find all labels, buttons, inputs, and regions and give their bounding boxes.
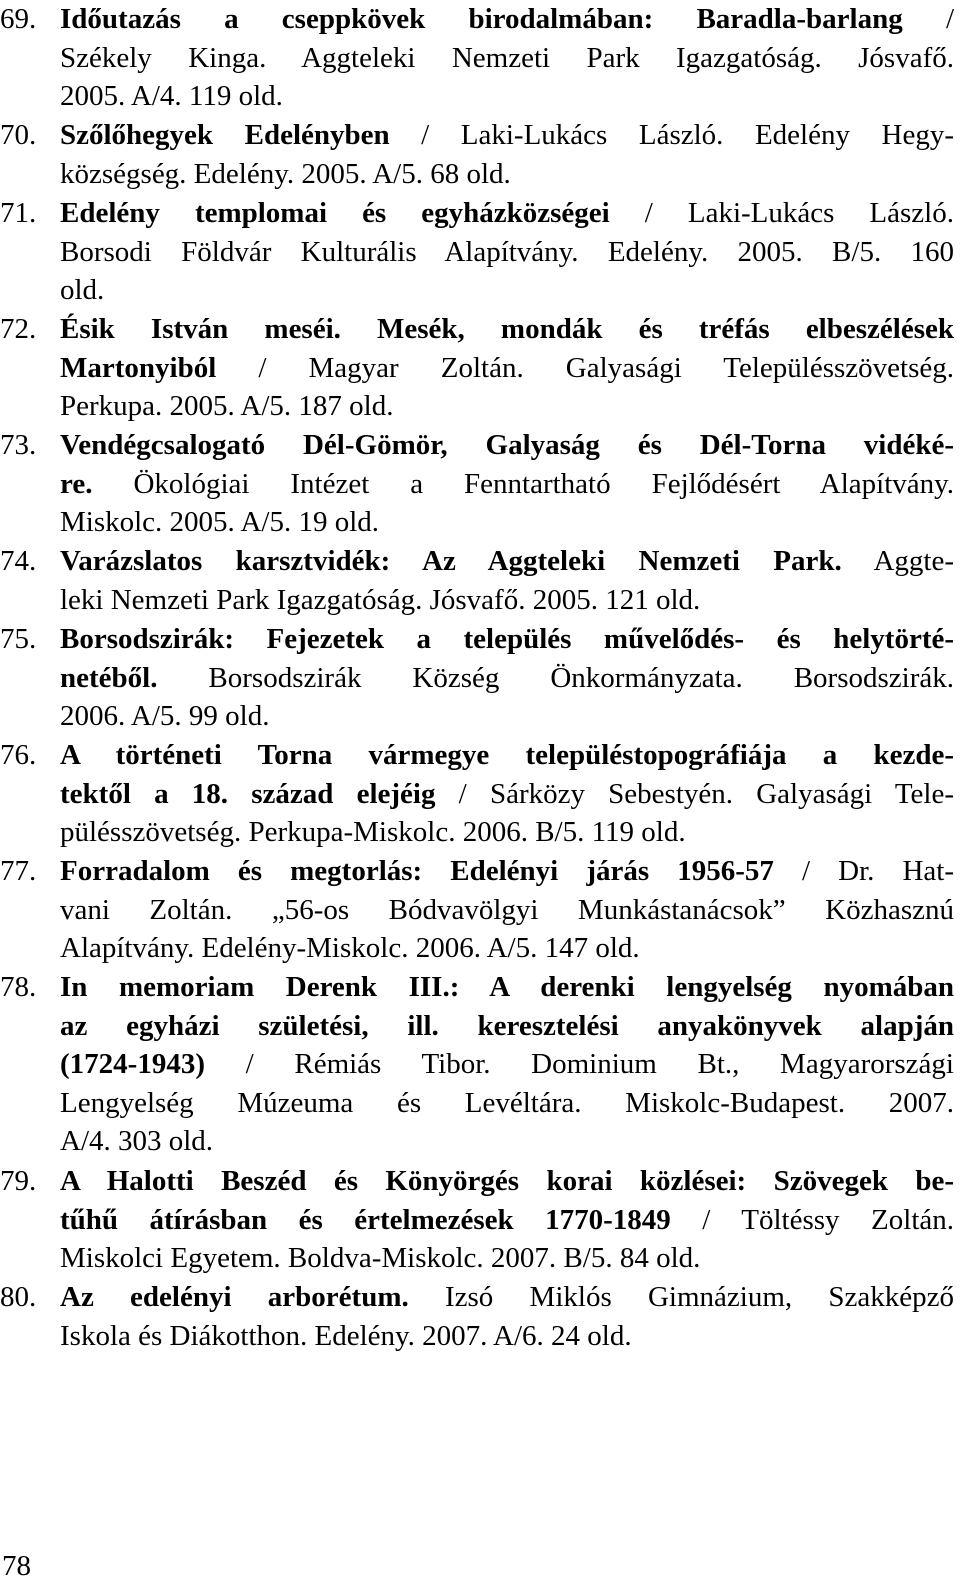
entry-text-segment: Miskolc. 2005. A/5. 19 old. bbox=[60, 506, 380, 538]
entry-line bbox=[60, 929, 954, 967]
entry-number: 69. bbox=[0, 3, 37, 35]
entry-text-segment: Perkupa. 2005. A/5. 187 old. bbox=[60, 390, 394, 422]
entry-number: 71. bbox=[0, 197, 37, 229]
entry-line bbox=[60, 1201, 954, 1239]
entry-line bbox=[60, 697, 954, 735]
entry-line bbox=[60, 775, 954, 813]
entry-line bbox=[60, 1045, 954, 1083]
entry-title-segment: netéből. bbox=[60, 661, 158, 694]
entry-line bbox=[60, 77, 954, 115]
entry-line bbox=[60, 1084, 954, 1122]
entry-title-segment: Ésik István meséi. Mesék, mondák és tréfás elbeszélések bbox=[60, 313, 954, 345]
entry-line bbox=[60, 39, 954, 77]
entry-number: 73. bbox=[0, 429, 37, 461]
entry-text-segment: 2005. A/4. 119 old. bbox=[60, 80, 283, 112]
entry-line bbox=[60, 736, 954, 774]
entry-title-segment: Martonyiból bbox=[60, 351, 217, 384]
entry-line bbox=[60, 116, 954, 154]
entry-title-segment: tűhű átírásban és értelmezések 1770-1849 bbox=[60, 1203, 671, 1236]
entry-text-segment: Borsodi Földvár Kulturális Alapítvány. Edelény. 2005. B/5. 160 bbox=[60, 235, 954, 268]
entry-text-segment: Lengyelség Múzeuma és Levéltára. Miskolc-Budapest. 2007. bbox=[60, 1086, 954, 1119]
entry-text-segment: / Töltéssy Zoltán. bbox=[670, 1203, 954, 1236]
page-number: 78 bbox=[2, 1550, 31, 1582]
entry-title-segment: Szőlőhegyek Edelényben bbox=[60, 119, 390, 151]
entry-line bbox=[60, 155, 954, 193]
entry-line bbox=[60, 581, 954, 619]
entry-title-segment: Edelény templomai és egyházközségei bbox=[60, 197, 610, 229]
entry-line bbox=[60, 387, 954, 425]
entry-text-segment: old. bbox=[60, 274, 105, 306]
entry-text-segment: Aggte- bbox=[841, 545, 954, 577]
entry-title-segment: az egyházi születési, ill. keresztelési anyakönyvek alapján bbox=[60, 1009, 954, 1042]
entry-line bbox=[60, 465, 954, 503]
entry-line bbox=[60, 813, 954, 851]
entry-number: 77. bbox=[0, 855, 37, 887]
entry-text-segment: Iskola és Diákotthon. Edelény. 2007. A/6. 24 old. bbox=[60, 1319, 632, 1352]
entry-text-segment: / Laki-Lukács László. Edelény Hegy- bbox=[389, 119, 954, 151]
entry-text-segment: Borsodszirák Község Önkormányzata. Borsodszirák. bbox=[157, 661, 954, 694]
entry-title-segment: Időutazás a cseppkövek birodalmában: Baradla-barlang bbox=[60, 3, 903, 35]
entry-text-segment: Alapítvány. Edelény-Miskolc. 2006. A/5. 147 old. bbox=[60, 932, 640, 964]
entry-text-segment: Székely Kinga. Aggteleki Nemzeti Park Igazgatóság. Jósvafő. bbox=[60, 41, 954, 74]
entry-line bbox=[60, 233, 954, 271]
entry-number: 80. bbox=[0, 1281, 37, 1313]
entry-title-segment: Vendégcsalogató Dél-Gömör, Galyaság és Dél-Torna vidéké- bbox=[60, 429, 954, 461]
entry-text-segment: Miskolci Egyetem. Boldva-Miskolc. 2007. B/5. 84 old. bbox=[60, 1242, 701, 1274]
entry-number: 70. bbox=[0, 119, 37, 151]
entry-line bbox=[60, 659, 954, 697]
entry-text-segment: A/4. 303 old. bbox=[60, 1125, 214, 1157]
entry-text-segment: / bbox=[902, 3, 954, 35]
entry-number: 72. bbox=[0, 313, 37, 345]
entry-text-segment: pülésszövetség. Perkupa-Miskolc. 2006. B/5. 119 old. bbox=[60, 816, 686, 848]
entry-line bbox=[60, 620, 954, 658]
entry-line bbox=[60, 194, 954, 232]
entry-title-segment: In memoriam Derenk III.: A derenki lengyelség nyomában bbox=[60, 971, 954, 1003]
entry-text-segment: 2006. A/5. 99 old. bbox=[60, 700, 270, 732]
entry-line bbox=[60, 349, 954, 387]
entry-number: 78. bbox=[0, 971, 37, 1003]
entry-line bbox=[60, 542, 954, 580]
entry-line bbox=[60, 1162, 954, 1200]
entry-number: 75. bbox=[0, 623, 37, 655]
entry-line bbox=[60, 1122, 954, 1160]
entry-line bbox=[60, 503, 954, 541]
entry-line bbox=[60, 426, 954, 464]
entry-title-segment: Varázslatos karsztvidék: Az Aggteleki Nemzeti Park. bbox=[60, 545, 842, 577]
entry-line bbox=[60, 968, 954, 1006]
entry-text-segment: vani Zoltán. „56-os Bódvavölgyi Munkástanácsok” Közhasznú bbox=[60, 893, 954, 926]
entry-line bbox=[60, 271, 954, 309]
entry-title-segment: tektől a 18. század elejéig bbox=[60, 777, 436, 810]
entry-text-segment: Izsó Miklós Gimnázium, Szakképző bbox=[408, 1281, 954, 1313]
entry-text-segment: / Dr. Hat- bbox=[773, 855, 954, 887]
entry-line bbox=[60, 1278, 954, 1316]
entry-text-segment: Ökológiai Intézet a Fenntartható Fejlődésért Alapítvány. bbox=[92, 467, 954, 500]
entry-number: 74. bbox=[0, 545, 37, 577]
entry-title-segment: A Halotti Beszéd és Könyörgés korai közlései: Szövegek be- bbox=[60, 1165, 954, 1197]
entry-text-segment: községség. Edelény. 2005. A/5. 68 old. bbox=[60, 157, 511, 190]
entry-line bbox=[60, 1239, 954, 1277]
entry-line bbox=[60, 1317, 954, 1355]
entry-text-segment: leki Nemzeti Park Igazgatóság. Jósvafő. 2005. 121 old. bbox=[60, 583, 701, 616]
entry-text-segment: / Magyar Zoltán. Galyasági Településszövetség. bbox=[216, 351, 954, 384]
entry-text-segment: / Sárközy Sebestyén. Galyasági Tele- bbox=[435, 777, 954, 810]
entry-line bbox=[60, 852, 954, 890]
entry-title-segment: Az edelényi arborétum. bbox=[60, 1281, 409, 1313]
entry-line bbox=[60, 310, 954, 348]
entry-line bbox=[60, 891, 954, 929]
entry-text-segment: / Rémiás Tibor. Dominium Bt., Magyarországi bbox=[204, 1048, 954, 1080]
entry-line bbox=[60, 0, 954, 38]
entry-text-segment: / Laki-Lukács László. bbox=[609, 197, 954, 229]
entry-title-segment: Borsodszirák: Fejezetek a település művelődés- és helytörté- bbox=[60, 623, 954, 655]
entry-title-segment: (1724-1943) bbox=[60, 1048, 205, 1080]
entry-title-segment: Forradalom és megtorlás: Edelényi járás 1956-57 bbox=[60, 855, 774, 887]
entry-line bbox=[60, 1007, 954, 1045]
entry-title-segment: A történeti Torna vármegye településtopográfiája a kezde- bbox=[60, 739, 954, 771]
entry-number: 79. bbox=[0, 1165, 37, 1197]
entry-title-segment: re. bbox=[60, 467, 93, 500]
entry-number: 76. bbox=[0, 739, 37, 771]
